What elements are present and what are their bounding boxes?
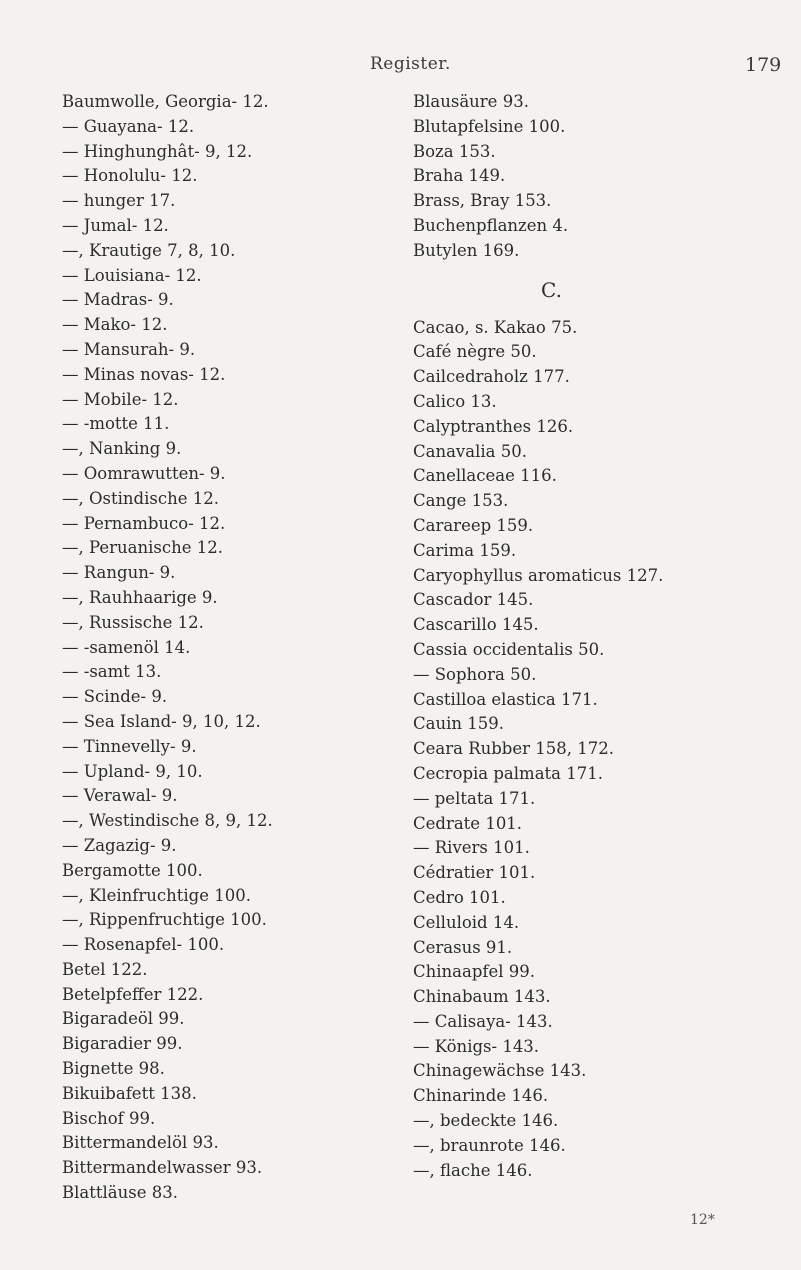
index-entry: Caryophyllus aromaticus 127. [413, 565, 664, 585]
index-entry: Cacao, s. Kakao 75. [413, 317, 578, 337]
index-entry: Calico 13. [413, 391, 497, 411]
index-entry: Bittermandelwasser 93. [62, 1158, 263, 1178]
index-entry: — Rangun- 9. [62, 563, 176, 583]
index-entry: Blutapfelsine 100. [413, 116, 566, 136]
index-entry: —, Russische 12. [62, 612, 204, 632]
index-entry: Carareep 159. [413, 515, 534, 535]
index-entry: — -motte 11. [62, 414, 170, 434]
index-entry: — Rivers 101. [413, 838, 530, 858]
index-entry: Castilloa elastica 171. [413, 689, 598, 709]
index-entry: Bittermandelöl 93. [62, 1133, 219, 1153]
index-entry: Chinagewächse 143. [413, 1061, 587, 1081]
index-entry: — Mansurah- 9. [62, 339, 196, 359]
index-entry: — Tinnevelly- 9. [62, 736, 197, 756]
index-column-right [413, 90, 798, 1183]
index-entry: — Oomrawutten- 9. [62, 463, 226, 483]
index-entry: Canellaceae 116. [413, 466, 557, 486]
index-entry: Cedrate 101. [413, 813, 523, 833]
index-entry: Cailcedraholz 177. [413, 367, 570, 387]
index-entry: Carima 159. [413, 540, 517, 560]
index-entry: Bischof 99. [62, 1108, 156, 1128]
index-entry: Boza 153. [413, 141, 496, 161]
index-entry: Brass, Bray 153. [413, 191, 552, 211]
index-entry: Cecropia palmata 171. [413, 763, 603, 783]
index-entry: — -samenöl 14. [62, 637, 191, 657]
running-title: Register. [370, 54, 451, 74]
index-entry: — Sea Island- 9, 10, 12. [62, 711, 261, 731]
index-entry: — Upland- 9, 10. [62, 761, 203, 781]
index-entry: Ceara Rubber 158, 172. [413, 739, 614, 759]
index-entry: — Calisaya- 143. [413, 1011, 553, 1031]
index-entry: Canavalia 50. [413, 441, 527, 461]
index-group-b-continued [413, 90, 798, 264]
index-entry: —, flache 146. [413, 1160, 533, 1180]
index-entry: — Mako- 12. [62, 315, 168, 335]
index-entry: — Honolulu- 12. [62, 166, 198, 186]
index-entry: Cascador 145. [413, 590, 534, 610]
index-entry: Bergamotte 100. [62, 860, 203, 880]
index-entry: — hunger 17. [62, 191, 176, 211]
index-entry: Cauin 159. [413, 714, 504, 734]
index-entry: Butylen 169. [413, 240, 520, 260]
index-entry: —, braunrote 146. [413, 1135, 566, 1155]
index-entry: Betel 122. [62, 959, 148, 979]
index-entry: —, Rauhhaarige 9. [62, 587, 218, 607]
index-entry: Cedro 101. [413, 887, 506, 907]
index-entry: Cange 153. [413, 491, 509, 511]
index-entry: — Verawal- 9. [62, 786, 178, 806]
index-entry: Calyptranthes 126. [413, 416, 574, 436]
index-entry: Cascarillo 145. [413, 615, 539, 635]
index-entry: — Königs- 143. [413, 1036, 540, 1056]
page-number: 179 [745, 54, 782, 76]
index-entry: Bikuibafett 138. [62, 1083, 197, 1103]
index-entry: —, Kleinfruchtige 100. [62, 885, 251, 905]
index-entry: Bigaradier 99. [62, 1034, 183, 1054]
index-entry: —, bedeckte 146. [413, 1111, 559, 1131]
section-letter-c: C. [541, 277, 562, 302]
index-entry: — Madras- 9. [62, 290, 174, 310]
index-entry: Chinaapfel 99. [413, 962, 536, 982]
index-entry: Bignette 98. [62, 1059, 165, 1079]
index-entry: — Guayana- 12. [62, 116, 195, 136]
index-entry: — Hinghunghât- 9, 12. [62, 141, 253, 161]
index-entry: —, Peruanische 12. [62, 538, 223, 558]
index-entry: — Rosenapfel- 100. [62, 935, 225, 955]
index-entry: Braha 149. [413, 166, 506, 186]
index-entry: — Louisiana- 12. [62, 265, 202, 285]
index-entry: —, Rippenfruchtige 100. [62, 910, 267, 930]
index-entry: —, Ostindische 12. [62, 488, 219, 508]
index-entry: Celluloid 14. [413, 912, 520, 932]
index-entry: — Jumal- 12. [62, 215, 169, 235]
index-entry: — Mobile- 12. [62, 389, 179, 409]
index-entry: Betelpfeffer 122. [62, 984, 204, 1004]
index-entry: — Minas novas- 12. [62, 364, 226, 384]
printer-signature-mark: 12* [690, 1212, 715, 1228]
index-entry: Cédratier 101. [413, 863, 536, 883]
index-group-c [413, 316, 798, 1184]
index-entry: — Scinde- 9. [62, 687, 168, 707]
index-entry: Cerasus 91. [413, 937, 513, 957]
index-entry: Baumwolle, Georgia- 12. [62, 92, 269, 111]
index-entry: Café nègre 50. [413, 342, 537, 362]
index-entry: — -samt 13. [62, 662, 162, 682]
index-entry: — Pernambuco- 12. [62, 513, 226, 533]
index-entry: Chinarinde 146. [413, 1086, 549, 1106]
index-entry: Blattläuse 83. [62, 1183, 178, 1203]
index-entry: — peltata 171. [413, 788, 536, 808]
index-entry: Chinabaum 143. [413, 987, 551, 1007]
index-entry: —, Nanking 9. [62, 439, 182, 459]
index-entry: —, Westindische 8, 9, 12. [62, 811, 273, 831]
index-entry: Cassia occidentalis 50. [413, 639, 605, 659]
index-entry: Buchenpflanzen 4. [413, 215, 569, 235]
index-entry: Blausäure 93. [413, 92, 529, 111]
index-entry: — Sophora 50. [413, 664, 537, 684]
index-entry: Bigaradeöl 99. [62, 1009, 185, 1029]
index-column-left [62, 90, 362, 1206]
index-entry: — Zagazig- 9. [62, 835, 177, 855]
index-entry: —, Krautige 7, 8, 10. [62, 240, 236, 260]
page-header [0, 50, 801, 80]
